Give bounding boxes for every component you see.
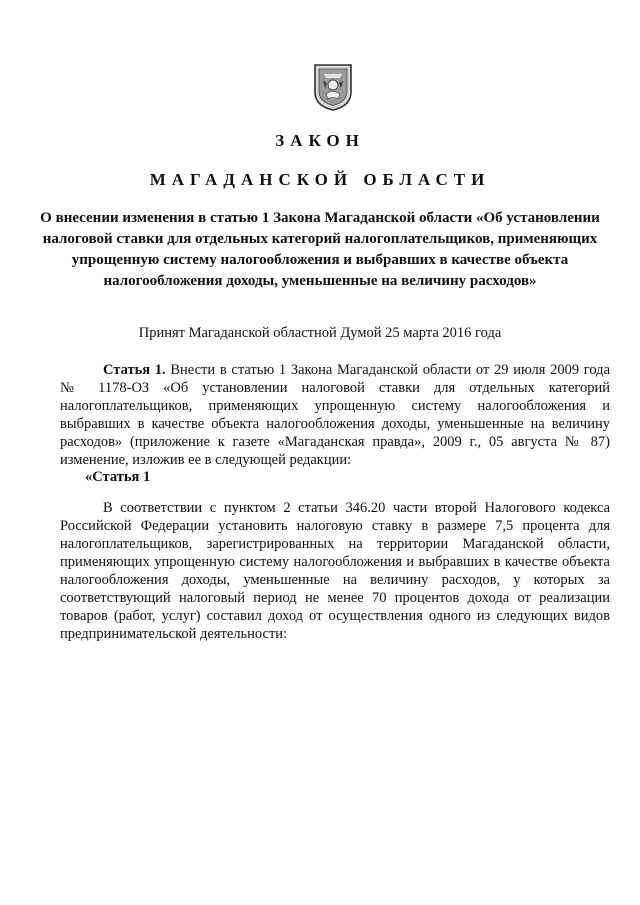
coat-of-arms-icon — [312, 62, 354, 112]
law-heading: О внесении изменения в статью 1 Закона Магаданской области «Об установлении налоговой ставки для отдельных категорий налогоплательщиков, применяющих упрощенную систему налогообложения и выбравших в качестве объекта налогообложения доходы, уменьшенные на величину расходов» — [40, 210, 600, 289]
article-1-label: Статья 1. — [103, 362, 166, 378]
article-1-paragraph — [60, 361, 610, 469]
quoted-article-paragraph: В соответствии с пунктом 2 статьи 346.20 части второй Налогового кодекса Российской Федерации установить налоговую ставку в размере 7,5 процента для налогоплательщиков, зарегистрированных на территории Магаданской области, применяющих упрощенную систему налогообложения и выбравших в качестве объекта налогообложения доходы, уменьшенные на величину расходов, у которых за соответствующий налоговый период не менее 70 процентов дохода от реализации товаров (работ, услуг) составил доход от осуществления одного из следующих видов предпринимательской деятельности: — [60, 500, 610, 642]
article-1-text: Внести в статью 1 Закона Магаданской области от 29 июля 2009 года № 1178-ОЗ «Об установлении налоговой ставки для отдельных категорий налогоплательщиков, применяющих упрощенную систему налогообложения и выбравших в качестве объекта налогообложения доходы, уменьшенные на величину расходов» (приложение к газете «Магаданская правда», 2009 г., 05 августа № 87) изменение, изложив ее в следующей редакции: — [60, 362, 610, 468]
quoted-article-label: «Статья 1 — [85, 469, 151, 485]
region-title: МАГАДАНСКОЙ ОБЛАСТИ — [149, 170, 491, 189]
adoption-line: Принят Магаданской областной Думой 25 марта 2016 года — [138, 325, 502, 341]
law-title: ЗАКОН — [275, 131, 365, 150]
